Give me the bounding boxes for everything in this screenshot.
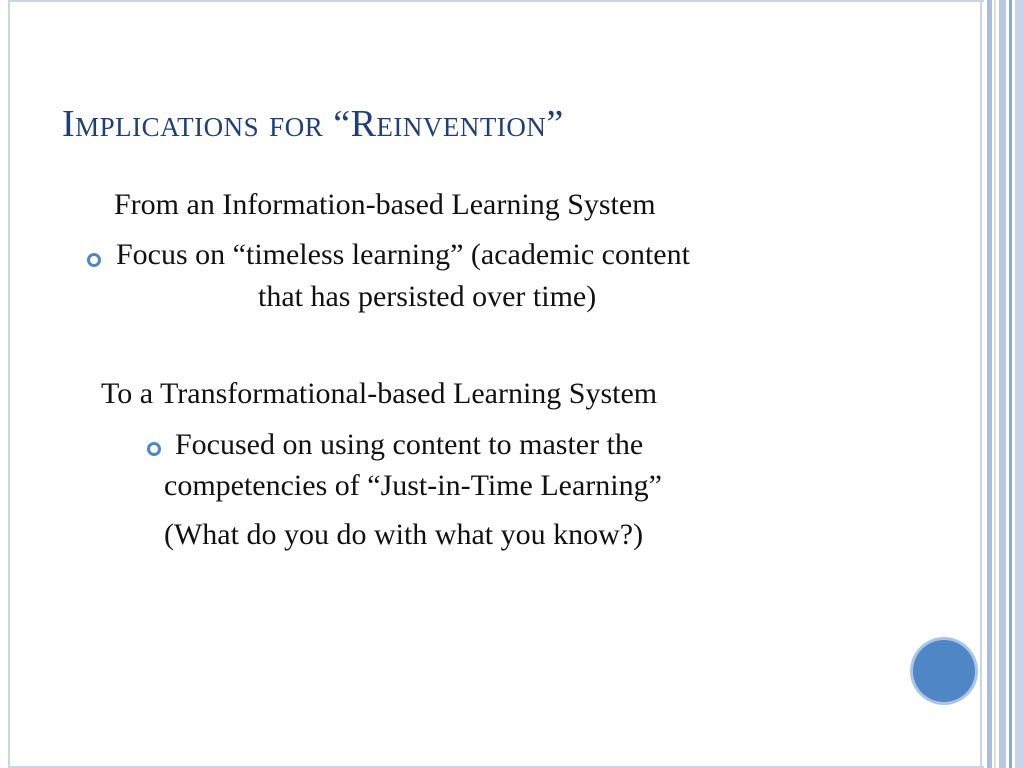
from-heading: From an Information-based Learning System xyxy=(114,188,656,221)
ring-bullet-icon xyxy=(87,253,101,267)
to-note: (What do you do with what you know?) xyxy=(164,518,644,551)
frame-top-line xyxy=(8,0,984,2)
circle-decoration-icon xyxy=(913,640,975,702)
slide-title: Implications for “Reinvention” xyxy=(62,103,564,145)
decor-stripe xyxy=(1015,0,1024,768)
decor-stripe xyxy=(987,0,992,768)
to-bullet-line2: competencies of “Just-in-Time Learning” xyxy=(164,469,662,502)
decor-stripe xyxy=(1009,0,1012,768)
decor-stripe xyxy=(999,0,1006,768)
frame-left-line xyxy=(8,0,10,768)
to-bullet-line1: Focused on using content to master the xyxy=(175,428,644,461)
decor-stripe xyxy=(994,0,996,768)
from-bullet-line1: Focus on “timeless learning” (academic content xyxy=(116,238,690,271)
ring-bullet-icon xyxy=(147,442,161,456)
frame-right-line xyxy=(980,0,982,768)
to-heading: To a Transformational-based Learning System xyxy=(101,377,658,410)
from-bullet-line2: that has persisted over time) xyxy=(258,280,597,313)
